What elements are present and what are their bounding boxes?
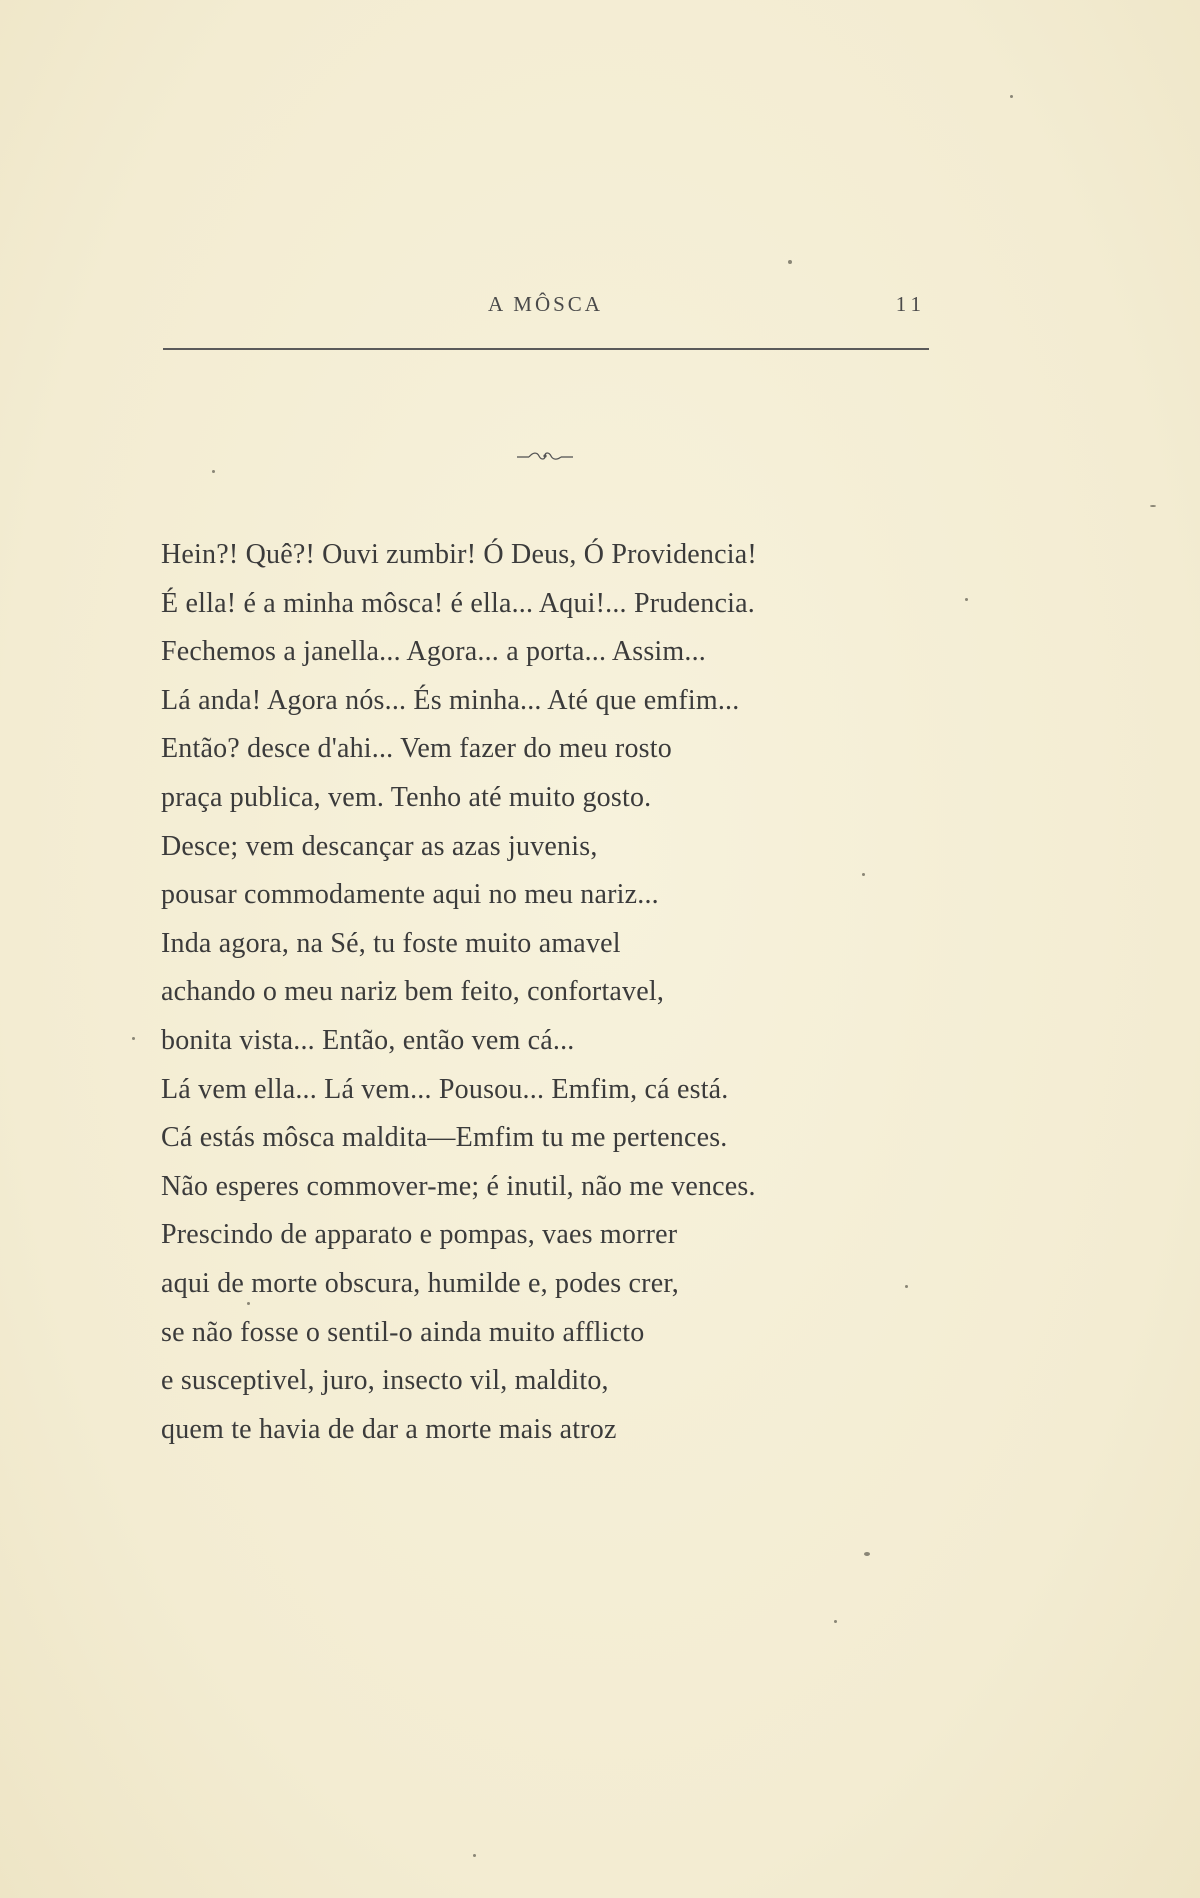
paper-speck: [1150, 505, 1156, 507]
paper-speck: [864, 1552, 870, 1556]
paper-speck: [834, 1620, 837, 1623]
paper-speck: [247, 1302, 250, 1305]
decorative-ornament-icon: [515, 448, 575, 464]
verse-line: e susceptivel, juro, insecto vil, maldito,: [161, 1365, 609, 1397]
verse-line: pousar commodamente aqui no meu nariz...: [161, 879, 659, 911]
verse-line: Cá estás môsca maldita—Emfim tu me pertences.: [161, 1122, 728, 1154]
verse-line: praça publica, vem. Tenho até muito gosto.: [161, 781, 652, 813]
verse-line: É ella! é a minha môsca! é ella... Aqui!... Prudencia.: [161, 587, 755, 619]
verse-line: quem te havia de dar a morte mais atroz: [161, 1413, 617, 1445]
paper-speck: [862, 873, 865, 876]
verse-line: se não fosse o sentil-o ainda muito afflicto: [161, 1316, 645, 1348]
header-rule: [163, 348, 929, 350]
verse-line: Inda agora, na Sé, tu foste muito amavel: [161, 927, 621, 959]
running-head: [163, 292, 928, 328]
running-title: A MÔSCA: [488, 292, 603, 316]
verse-line: bonita vista... Então, então vem cá...: [161, 1024, 575, 1056]
page-number: 11: [895, 292, 926, 316]
verse-line: Não esperes commover-me; é inutil, não me vences.: [161, 1170, 756, 1202]
poem-verse: [161, 531, 941, 1454]
paper-speck: [132, 1037, 135, 1040]
paper-speck: [212, 470, 215, 473]
paper-speck: [473, 1854, 476, 1857]
verse-line: Então? desce d'ahi... Vem fazer do meu rosto: [161, 733, 672, 765]
verse-line: Prescindo de apparato e pompas, vaes morrer: [161, 1219, 678, 1251]
verse-line: Desce; vem descançar as azas juvenis,: [161, 830, 598, 862]
verse-line: Lá vem ella... Lá vem... Pousou... Emfim, cá está.: [161, 1073, 729, 1105]
verse-line: Hein?! Quê?! Ouvi zumbir! Ó Deus, Ó Providencia!: [161, 539, 757, 570]
verse-line: aqui de morte obscura, humilde e, podes crer,: [161, 1267, 679, 1299]
paper-speck: [1010, 95, 1013, 98]
paper-speck: [965, 598, 968, 601]
paper-speck: [905, 1285, 908, 1288]
paper-speck: [788, 260, 792, 264]
verse-line: Lá anda! Agora nós... És minha... Até que emfim...: [161, 684, 740, 716]
verse-line: Fechemos a janella... Agora... a porta... Assim...: [161, 636, 706, 668]
verse-line: achando o meu nariz bem feito, confortavel,: [161, 976, 665, 1008]
